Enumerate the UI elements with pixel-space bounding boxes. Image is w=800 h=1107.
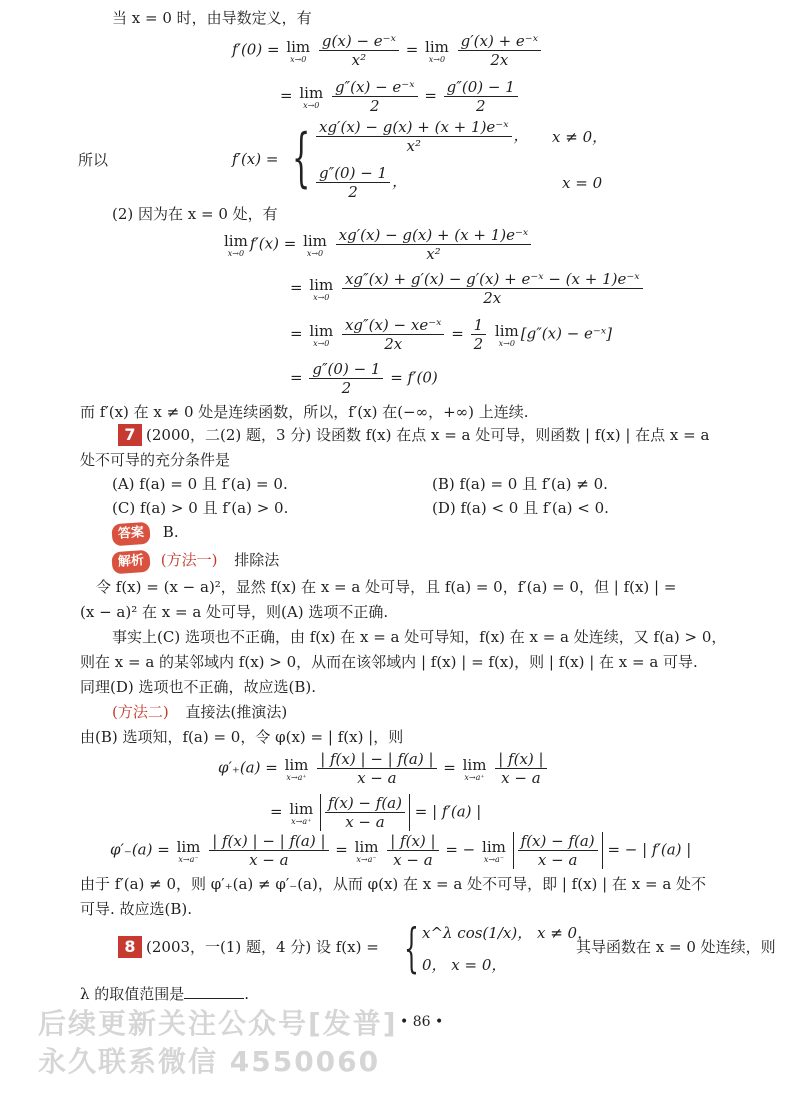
q8-case2: 0， x = 0， [422,956,507,974]
answer-blank [184,984,244,999]
continuity-line: 而 f′(x) 在 x ≠ 0 处是连续函数，所以，f′(x) 在(−∞，+∞) 上连续. [80,403,529,421]
so-label: 所以 [78,151,109,169]
m2-line2: 由于 f′(a) ≠ 0，则 φ′₊(a) ≠ φ′₋(a)，从而 φ(x) 在 x = a 处不可导，即 | f(x) | 在 x = a 处不 [80,875,707,893]
m1-line1: 令 f(x) = (x − a)²，显然 f(x) 在 x = a 处可导，且 f(a) = 0，f′(a) = 0，但 | f(x) | = [96,578,677,596]
q7-number-badge: 7 [118,424,142,446]
method1-name: 排除法 [234,551,280,569]
q7-stem-line1: (2000，二(2) 题，3 分) 设函数 f(x) 在点 x = a 处可导，则函数 | f(x) | 在点 x = a [146,426,710,444]
q7-answer-row [112,522,179,545]
page-number: • 86 • [400,1014,444,1030]
q8-line2: λ 的取值范围是 . [80,985,250,1003]
method1-title: (方法一) [160,551,218,569]
answer-value: B. [162,523,179,541]
eq-limit-line3: = lim x→0 $\frac{\text{xg″(x) − xe⁻ˣ}}{2x}$ = $\frac{1}{2}$ lim x→0 [g″(x) − e⁻ˣ] [290,316,613,353]
eq-right-derivative: φ′₊(a) = lim x→a⁺ $\frac{| f(x) | - | f(a) |}{x - a}$ = lim x→a⁺ $\frac{| f(x) |}{x - a}$ [218,750,549,787]
eq-fprime0-result: = lim x→0 $\frac{\text{g″(x) − e⁻ˣ}}{2}$ = $\frac{g''(0) - 1}{2}$ [280,78,520,115]
eq-right-derivative-2: = lim x→a⁺ $\frac{f(x) - f(a)}{x - a}$ = | f′(a) | [270,794,482,831]
m1-line3: 事实上(C) 选项也不正确，由 f(x) 在 x = a 处可导知，f(x) 在 x = a 处连续，又 f(a) > 0， [112,628,727,646]
eq-left-derivative: φ′₋(a) = lim x→a⁻ $\frac{| f(x) | - | f(a) |}{x - a}$ = lim x→a⁻ $\frac{| f(x) |}{x - a}$ = − lim x→a⁻ $\frac{f(x) - f(a)}{x - a}$ = − | f′(a) | [110,832,692,869]
eq-fprime0-def: f′(0) = lim x→0 $\frac{\text{g(x) − e⁻ˣ}}{\text{x²}}$ = lim x→0 $\frac{\text{g′(x) + e⁻ˣ}}{2x}$ [232,32,543,69]
intro-line: 当 x = 0 时，由导数定义，有 [112,9,312,27]
q7-option-b: (B) f(a) = 0 且 f′(a) ≠ 0. [432,475,608,493]
q8-brace: { [404,919,419,979]
m1-line4: 则在 x = a 的某邻域内 f(x) > 0，从而在该邻域内 | f(x) | = f(x)，则 | f(x) | 在 x = a 可导. [80,653,698,671]
q7-method2-row [112,702,287,722]
method2-name: 直接法(推演法) [185,703,288,721]
q8-case1: x^λ cos(1/x)， x ≠ 0， [422,924,593,942]
q7-method1-row [112,550,279,573]
eq-limit-line1: lim x→0 f′(x) = lim x→0 $\frac{\text{xg′(x) − g(x) + (x + 1)e⁻ˣ}}{\text{x²}}$ [222,226,533,263]
eq-limit-line4: = $\frac{g''(0) - 1}{2}$ = f′(0) [290,360,438,397]
eq-limit-line2: = lim x→0 $\frac{\text{xg″(x) + g′(x) − g′(x) + e⁻ˣ − (x + 1)e⁻ˣ}}{2x}$ [290,270,645,307]
m2-line1: 由(B) 选项知，f(a) = 0，令 φ(x) = | f(x) |，则 [80,728,404,746]
q7-option-a: (A) f(a) = 0 且 f′(a) = 0. [112,475,288,493]
answer-seal: 答案 [111,522,150,547]
part2-intro: (2) 因为在 x = 0 处，有 [112,205,278,223]
q7-option-d: (D) f(a) < 0 且 f′(a) < 0. [432,499,609,517]
q7-stem-line2: 处不可导的充分条件是 [80,451,231,469]
q7-option-c: (C) f(a) > 0 且 f′(a) > 0. [112,499,289,517]
q8-stem-tail: 其导函数在 x = 0 处连续，则 [576,938,776,956]
q8-stem-lead: (2003，一(1) 题，4 分) 设 f(x) = [146,938,379,956]
q8-number-badge: 8 [118,936,142,958]
m1-line5: 同理(D) 选项也不正确，故应选(B). [80,678,316,696]
watermark-line2: 永久联系微信 4550060 [38,1045,381,1078]
analysis-seal: 解析 [111,550,150,575]
method2-title: (方法二) [112,703,169,721]
m1-line2: (x − a)² 在 x = a 处可导，则(A) 选项不正确. [80,603,389,621]
m2-line3: 可导. 故应选(B). [80,900,193,918]
watermark-line1: 后续更新关注公众号[发普] [38,1007,398,1040]
